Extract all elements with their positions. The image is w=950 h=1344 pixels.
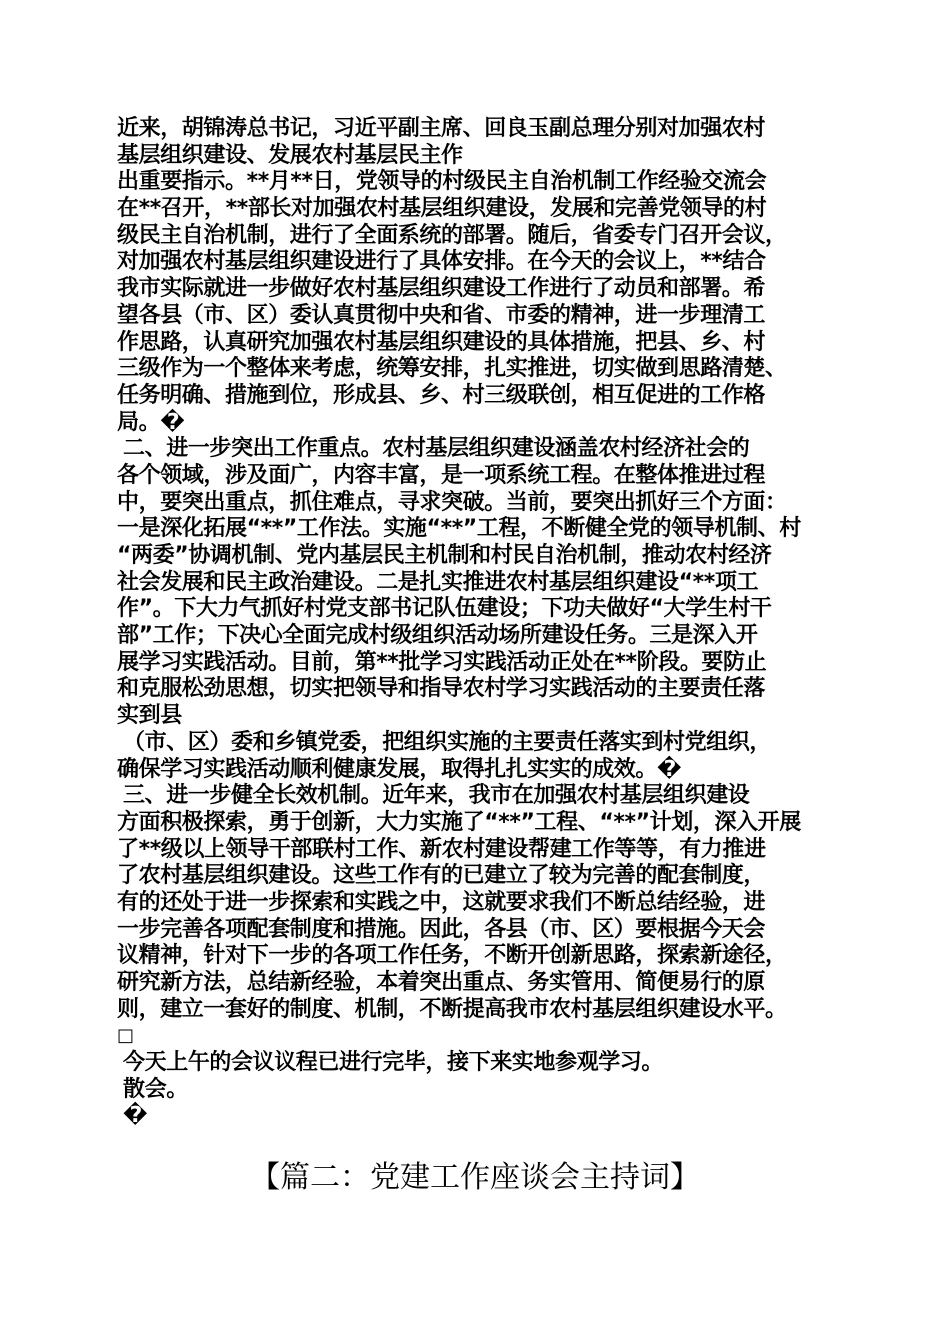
text-line: 在**召开，**部长对加强农村基层组织建设，发展和完善党领导的村: [117, 196, 767, 222]
text-line: “两委”协调机制、党内基层民主机制和村民自治机制，推动农村经济: [117, 543, 772, 568]
text-line: 方面积极探索，勇于创新，大力实施了“**”工程、“**”计划，深入开展: [117, 809, 801, 835]
text-line: 确保学习实践活动顺利健康发展，取得扎扎实实的成效。�: [117, 756, 682, 782]
section-title: 【篇二：党建工作座谈会主持词】: [250, 1160, 700, 1195]
text-line: 今天上午的会议议程已进行完毕，接下来实地参观学习。: [123, 1050, 664, 1076]
section-heading-3: 三、进一步健全长效机制。近年来，我市在加强农村基层组织建设: [123, 783, 750, 809]
text-line: 各个领域，涉及面广，内容丰富，是一项系统工程。在整体推进过程: [117, 462, 766, 488]
text-line: 我市实际就进一步做好农村基层组织建设工作进行了动员和部署。希: [117, 276, 766, 302]
text-line: 望各县（市、区）委认真贯彻中央和省、市委的精神，进一步理清工: [117, 302, 766, 328]
text-line: 对加强农村基层组织建设进行了具体安排。在今天的会议上，**结合: [117, 249, 766, 275]
body-text: [117, 116, 857, 1130]
text-line: 则，建立一套好的制度、机制，不断提高我市农村基层组织建设水平。: [117, 996, 787, 1022]
text-line: 基层组织建设、发展农村基层民主作: [117, 142, 463, 168]
text-line: 研究新方法，总结新经验，本着突出重点、务实管用、简便易行的原: [117, 970, 766, 995]
text-line: 近来，胡锦涛总书记，习近平副主席、回良玉副总理分别对加强农村: [117, 116, 766, 141]
text-line: 作思路，认真研究加强农村基层组织建设的具体措施，把县、乡、村: [117, 329, 766, 355]
text-line: 展学习实践活动。目前，第**批学习实践活动正处在**阶段。要防止: [117, 649, 767, 675]
text-line: 散会。: [123, 1076, 188, 1102]
text-line: 实到县: [117, 703, 182, 729]
text-line: 出重要指示。**月**日，党领导的村级民主自治机制工作经验交流会: [117, 169, 767, 195]
text-line: �: [123, 1103, 148, 1129]
text-line: （市、区）委和乡镇党委，把组织实施的主要责任落实到村党组织，: [123, 729, 772, 755]
text-line: 任务明确、措施到位，形成县、乡、村三级联创，相互促进的工作格: [117, 382, 766, 408]
text-line: 一步完善各项配套制度和措施。因此，各县（市、区）要根据今天会: [117, 916, 766, 942]
text-line: 社会发展和民主政治建设。二是扎实推进农村基层组织建设“**项工: [117, 569, 759, 595]
text-line: 和克服松劲思想，切实把领导和指导农村学习实践活动的主要责任落: [117, 676, 766, 702]
text-line: 局。�: [117, 409, 185, 435]
missing-glyph-icon: □: [117, 1025, 134, 1047]
text-line: 部”工作；下决心全面完成村级组织活动场所建设任务。三是深入开: [117, 623, 758, 649]
text-line: 中，要突出重点，抓住难点，寻求突破。当前，要突出抓好三个方面：: [117, 489, 787, 515]
text-line: 有的还处于进一步探索和实践之中，这就要求我们不断总结经验，进: [117, 889, 766, 915]
text-line: 一是深化拓展“**”工作法。实施“**”工程，不断健全党的领导机制、村: [117, 516, 801, 542]
text-line: 议精神，针对下一步的各项工作任务，不断开创新思路，探索新途径，: [117, 943, 787, 969]
section-heading-2: 二、进一步突出工作重点。农村基层组织建设涵盖农村经济社会的: [123, 436, 750, 462]
text-line: 级民主自治机制，进行了全面系统的部署。随后，省委专门召开会议，: [117, 222, 787, 248]
text-line: 作”。下大力气抓好村党支部书记队伍建设；下功夫做好“大学生村干: [117, 596, 772, 622]
text-line: 三级作为一个整体来考虑，统筹安排，扎实推进，切实做到思路清楚、: [117, 356, 787, 382]
text-line: 了农村基层组织建设。这些工作有的已建立了较为完善的配套制度，: [117, 863, 766, 889]
text-line: 了**级以上领导干部联村工作、新农村建设帮建工作等等，有力推进: [117, 836, 766, 862]
